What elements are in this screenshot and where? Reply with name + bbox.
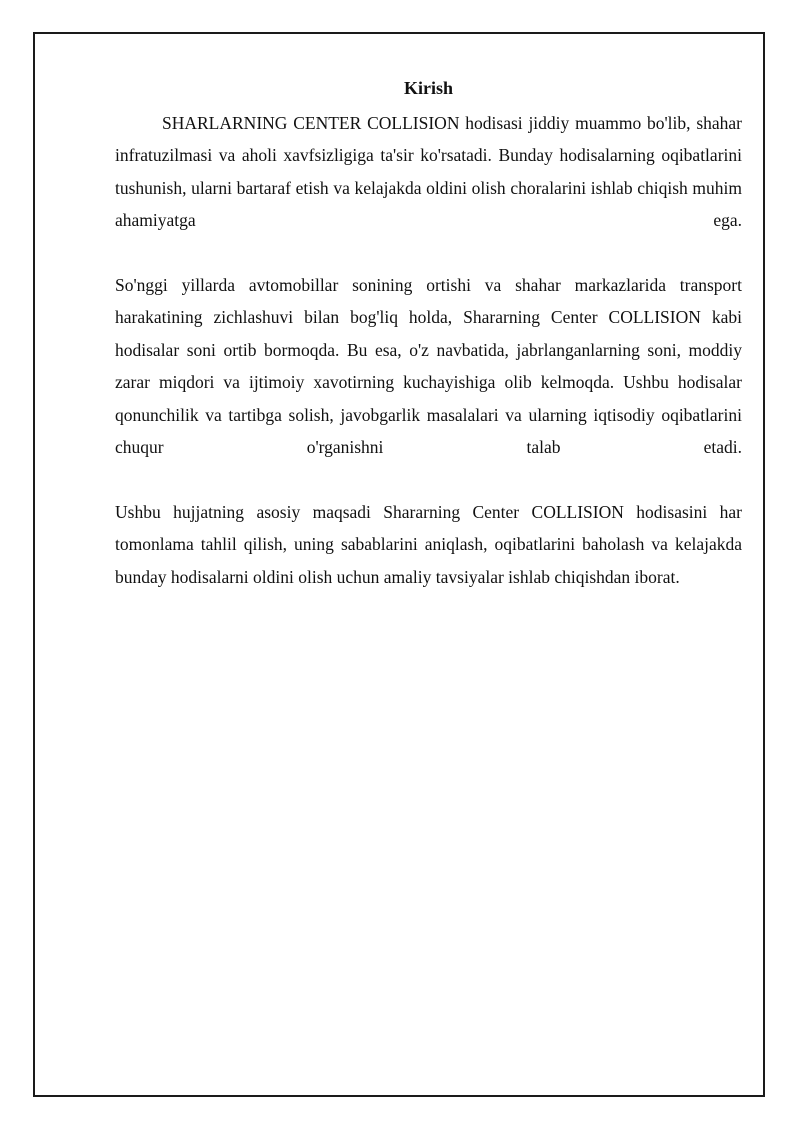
paragraph-background: So'nggi yillarda avtomobillar sonining ortishi va shahar markazlarida transport harakatining zichlashuvi bilan bog'liq holda, Shararning Center COLLISION kabi hodisalar soni ortib bormoqda. Bu esa, o'z navbatida, jabrlanganlarning soni, moddiy zarar miqdori va ijtimoiy xavotirning kuchayishiga olib kelmoqda. Ushbu hodisalar qonunchilik va tartibga solish, javobgarlik masalalari va ularning iqtisodiy oqibatlarini chuqur o'rganishni talab etadi. (115, 275, 742, 458)
paragraph-intro: SHARLARNING CENTER COLLISION hodisasi jiddiy muammo bo'lib, shahar infratuzilmasi va aholi xavfsizligiga ta'sir ko'rsatadi. Bunday hodisalarning oqibatlarini tushunish, ularni bartaraf etish va kelajakda oldini olish choralarini ishlab chiqish muhim ahamiyatga ega. (115, 113, 742, 231)
document-body (115, 72, 742, 593)
document-title: Kirish (403, 78, 453, 98)
paragraph-gap (115, 463, 742, 495)
paragraph-purpose: Ushbu hujjatning asosiy maqsadi Shararning Center COLLISION hodisasini har tomonlama tahlil qilish, uning sabablarini aniqlash, oqibatlarini baholash va kelajakda bunday hodisalarni oldini olish uchun amaliy tavsiyalar ishlab chiqishdan iborat. (115, 501, 742, 587)
paragraph-gap (115, 237, 742, 269)
